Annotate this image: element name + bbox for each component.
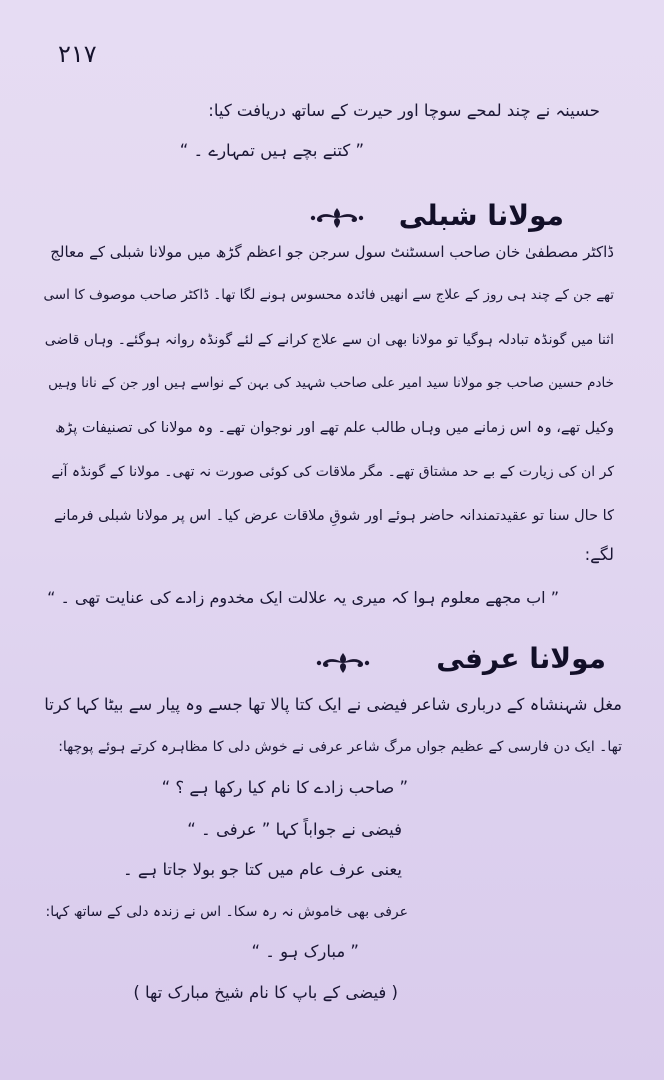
paragraph-line: لگے:: [584, 545, 614, 564]
section-heading-shibli: مولانا شبلی: [398, 199, 564, 232]
paragraph-line: خادم حسین صاحب جو مولانا سید امیر علی صاحب شہید کی بہن کے نواسے ہیں اور جن کے نانا وہیں: [48, 375, 614, 391]
dialogue-line: عرفی بھی خاموش نہ رہ سکا۔ اس نے زندہ دلی کے ساتھ کہا:: [45, 904, 408, 920]
quote-line: ” مبارک ہو ۔ “: [251, 942, 359, 961]
dialogue-line: یعنی عرف عام میں کتا جو بولا جاتا ہے ۔: [123, 860, 402, 879]
page-number: ۲۱۷: [58, 40, 97, 68]
quote-line: ” اب مجھے معلوم ہوا کہ میری یہ علالت ایک مخدوم زادے کی عنایت تھی ۔ “: [47, 588, 559, 607]
floral-ornament-icon: [314, 650, 372, 676]
paragraph-line: کر ان کی زیارت کے بے حد مشتاق تھے۔ مگر ملاقات کی کوئی صورت نہ تھی۔ مولانا کے گونڈہ آنے: [51, 464, 614, 480]
quote-line: ” صاحب زادے کا نام کیا رکھا ہے ؟ “: [161, 778, 408, 797]
dialogue-line: فیضی نے جواباً کہا ” عرفی ۔ “: [187, 820, 402, 839]
paragraph-line: مغل شہنشاہ کے درباری شاعر فیضی نے ایک کتا پالا تھا جسے وہ پیار سے بیٹا کہا کرتا: [44, 695, 622, 714]
ornament-svg: [308, 205, 366, 231]
paragraph-line: تھا۔ ایک دن فارسی کے عظیم جواں مرگ شاعر عرفی نے خوش دلی کا مظاہرہ کرتے ہوئے پوچھا:: [58, 739, 622, 755]
paragraph-line: ڈاکٹر مصطفیٰ خان صاحب اسسٹنٹ سول سرجن جو اعظم گڑھ میں مولانا شبلی کے معالج: [50, 243, 614, 261]
paragraph-line: اثنا میں گونڈہ تبادلہ ہوگیا تو مولانا بھی ان سے علاج کرانے کے لئے گونڈہ روانہ ہوگئے۔ وہاں قاضی: [44, 332, 614, 348]
intro-line: حسینہ نے چند لمحے سوچا اور حیرت کے ساتھ دریافت کیا:: [208, 101, 600, 120]
floral-ornament-icon: [308, 205, 366, 231]
paragraph-line: کا حال سنا تو عقیدتمندانہ حاضر ہوئے اور شوقِ ملاقات عرض کیا۔ اس پر مولانا شبلی فرمانے: [53, 508, 614, 524]
footnote-line: ( فیضی کے باپ کا نام شیخ مبارک تھا ): [133, 983, 398, 1002]
paragraph-line: تھے جن کے چند ہی روز کے علاج سے انھیں فائدہ محسوس ہونے لگا تھا۔ ڈاکٹر صاحب موصوف کا اسی: [43, 287, 614, 303]
section-heading-urfi: مولانا عرفی: [436, 642, 606, 675]
intro-quote: ” کتنے بچے ہیں تمہارے ۔ “: [179, 141, 364, 160]
paragraph-line: وکیل تھے، وہ اس زمانے میں وہاں طالب علم تھے اور نوجوان تھے۔ وہ مولانا کی تصنیفات پڑھ: [55, 420, 614, 436]
ornament-svg: [314, 650, 372, 676]
